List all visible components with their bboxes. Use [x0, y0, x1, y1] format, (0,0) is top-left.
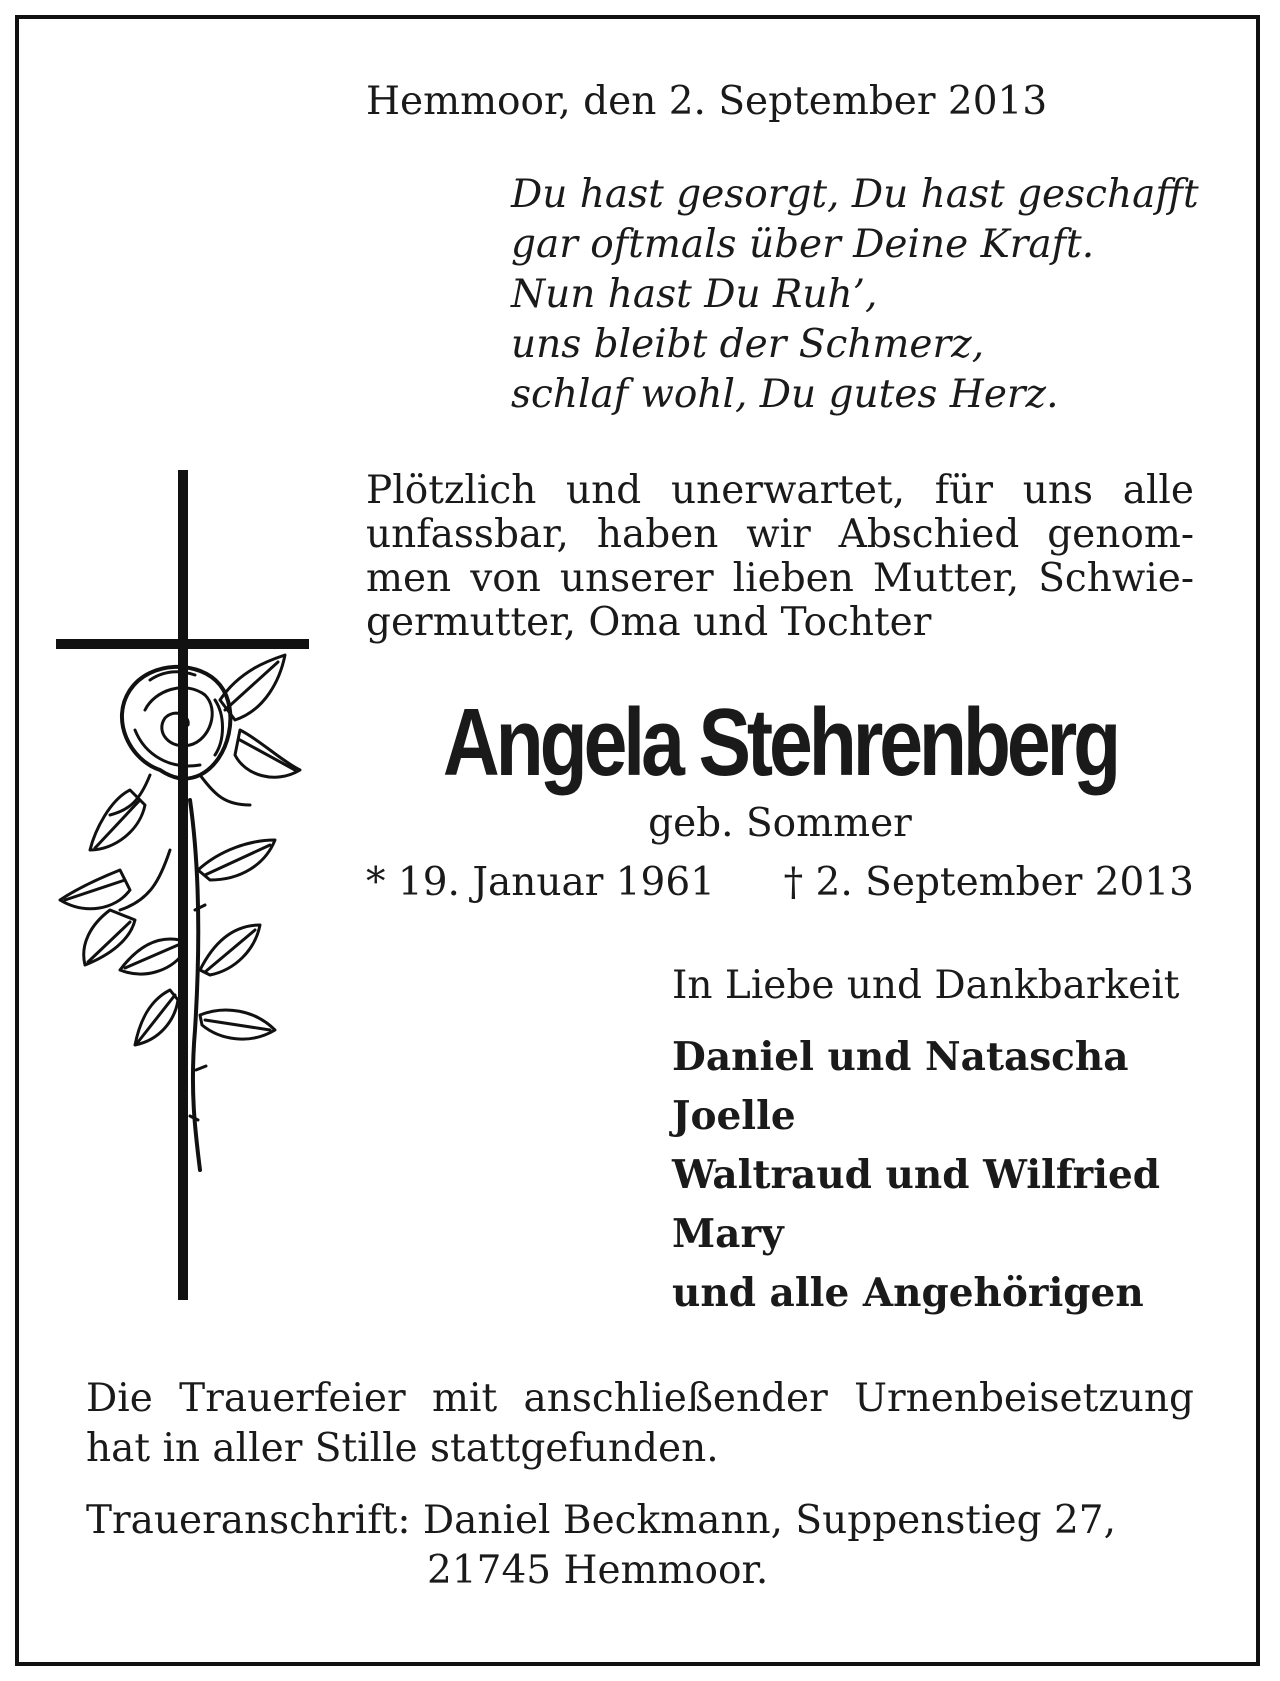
- place-date: Hemmoor, den 2. September 2013: [366, 79, 1048, 124]
- ceremony-note: [86, 1374, 1194, 1474]
- poem-line: Nun hast Du Ruh’,: [511, 272, 878, 317]
- poem-line: Du hast gesorgt, Du hast geschafft: [511, 172, 1199, 217]
- poem-line: uns bleibt der Schmerz,: [511, 322, 985, 367]
- mourner-name: Daniel und Natascha: [672, 1034, 1129, 1080]
- mourner-name: Waltraud und Wilfried: [672, 1152, 1161, 1198]
- mourners-list: [672, 1028, 1160, 1323]
- mourning-address: [86, 1496, 1116, 1596]
- announcement-text: [366, 469, 1194, 645]
- ceremony-line: hat in aller Stille stattgefunden.: [86, 1426, 719, 1471]
- birth-name: geb. Sommer: [648, 801, 912, 846]
- deceased-name: Angela Stehrenberg: [442, 689, 1118, 796]
- poem: [511, 170, 1199, 420]
- mourner-name: Joelle: [672, 1093, 796, 1139]
- mourner-name: Mary: [672, 1211, 784, 1257]
- address-line: Traueranschrift: Daniel Beckmann, Suppenstieg 27,: [86, 1498, 1116, 1543]
- death-date: † 2. September 2013: [783, 860, 1194, 905]
- announcement-line: Plötzlich und unerwartet, für uns alle: [366, 468, 1194, 513]
- ceremony-line: Die Trauerfeier mit anschließender Urnenbeisetzung: [86, 1376, 1194, 1421]
- closing-phrase: In Liebe und Dankbarkeit: [672, 963, 1180, 1008]
- announcement-line: germutter, Oma und Tochter: [366, 600, 932, 645]
- life-dates: [366, 859, 1194, 907]
- address-line: 21745 Hemmoor.: [427, 1548, 769, 1593]
- cross-with-rose-icon: [50, 470, 320, 1306]
- poem-line: schlaf wohl, Du gutes Herz.: [511, 372, 1059, 417]
- birth-date: * 19. Januar 1961: [366, 860, 715, 905]
- announcement-line: men von unserer lieben Mutter, Schwie-: [366, 556, 1194, 601]
- poem-line: gar oftmals über Deine Kraft.: [511, 222, 1095, 267]
- announcement-line: unfassbar, haben wir Abschied genom-: [366, 512, 1194, 557]
- mourner-name: und alle Angehörigen: [672, 1270, 1144, 1316]
